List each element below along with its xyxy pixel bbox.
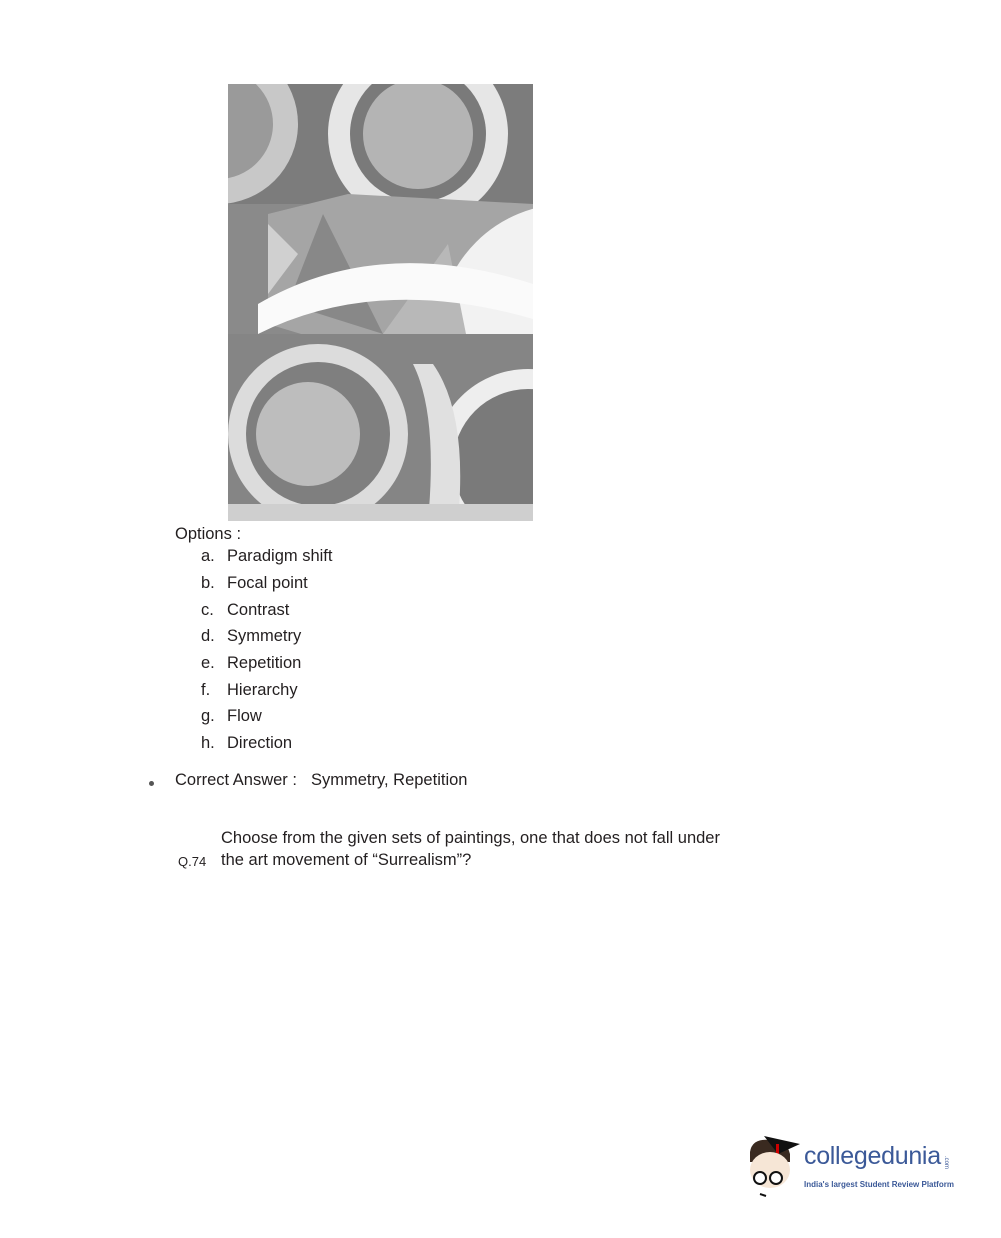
logo-wordmark-group [804, 1144, 949, 1169]
mascot-icon [742, 1132, 802, 1198]
option-text: Paradigm shift [227, 547, 333, 565]
option-letter: c. [201, 601, 214, 619]
collegedunia-logo [742, 1130, 982, 1200]
question-text-line2: the art movement of “Surrealism”? [221, 851, 472, 869]
option-text: Focal point [227, 574, 308, 592]
option-a [201, 547, 332, 566]
option-c [201, 601, 289, 620]
option-letter: b. [201, 574, 215, 592]
option-letter: h. [201, 734, 215, 752]
option-letter: f. [201, 681, 211, 699]
bullet-icon [149, 781, 154, 786]
logo-suffix: .com [942, 1155, 949, 1169]
correct-answer [175, 771, 467, 790]
option-text: Hierarchy [227, 681, 298, 699]
logo-wordmark: collegedunia [804, 1142, 941, 1170]
option-text: Symmetry [227, 627, 302, 645]
option-text: Contrast [227, 601, 290, 619]
option-f [201, 681, 298, 700]
option-h [201, 734, 292, 753]
option-letter: g. [201, 707, 215, 725]
option-text: Repetition [227, 654, 302, 672]
logo-tagline: India's largest Student Review Platform [804, 1180, 954, 1189]
option-g [201, 707, 262, 726]
option-b [201, 574, 308, 593]
option-letter: d. [201, 627, 215, 645]
option-text: Direction [227, 734, 293, 752]
options-label: Options : [175, 525, 242, 543]
abstract-painting-image [228, 84, 533, 521]
question-number: Q.74 [178, 854, 207, 869]
option-e [201, 654, 301, 673]
option-text: Flow [227, 707, 262, 725]
correct-answer-label: Correct Answer : [175, 771, 297, 789]
option-letter: e. [201, 654, 215, 672]
option-letter: a. [201, 547, 215, 565]
option-d [201, 627, 301, 646]
correct-answer-value: Symmetry, Repetition [310, 771, 468, 789]
question-text-line1: Choose from the given sets of paintings, one that does not fall under [221, 829, 720, 847]
